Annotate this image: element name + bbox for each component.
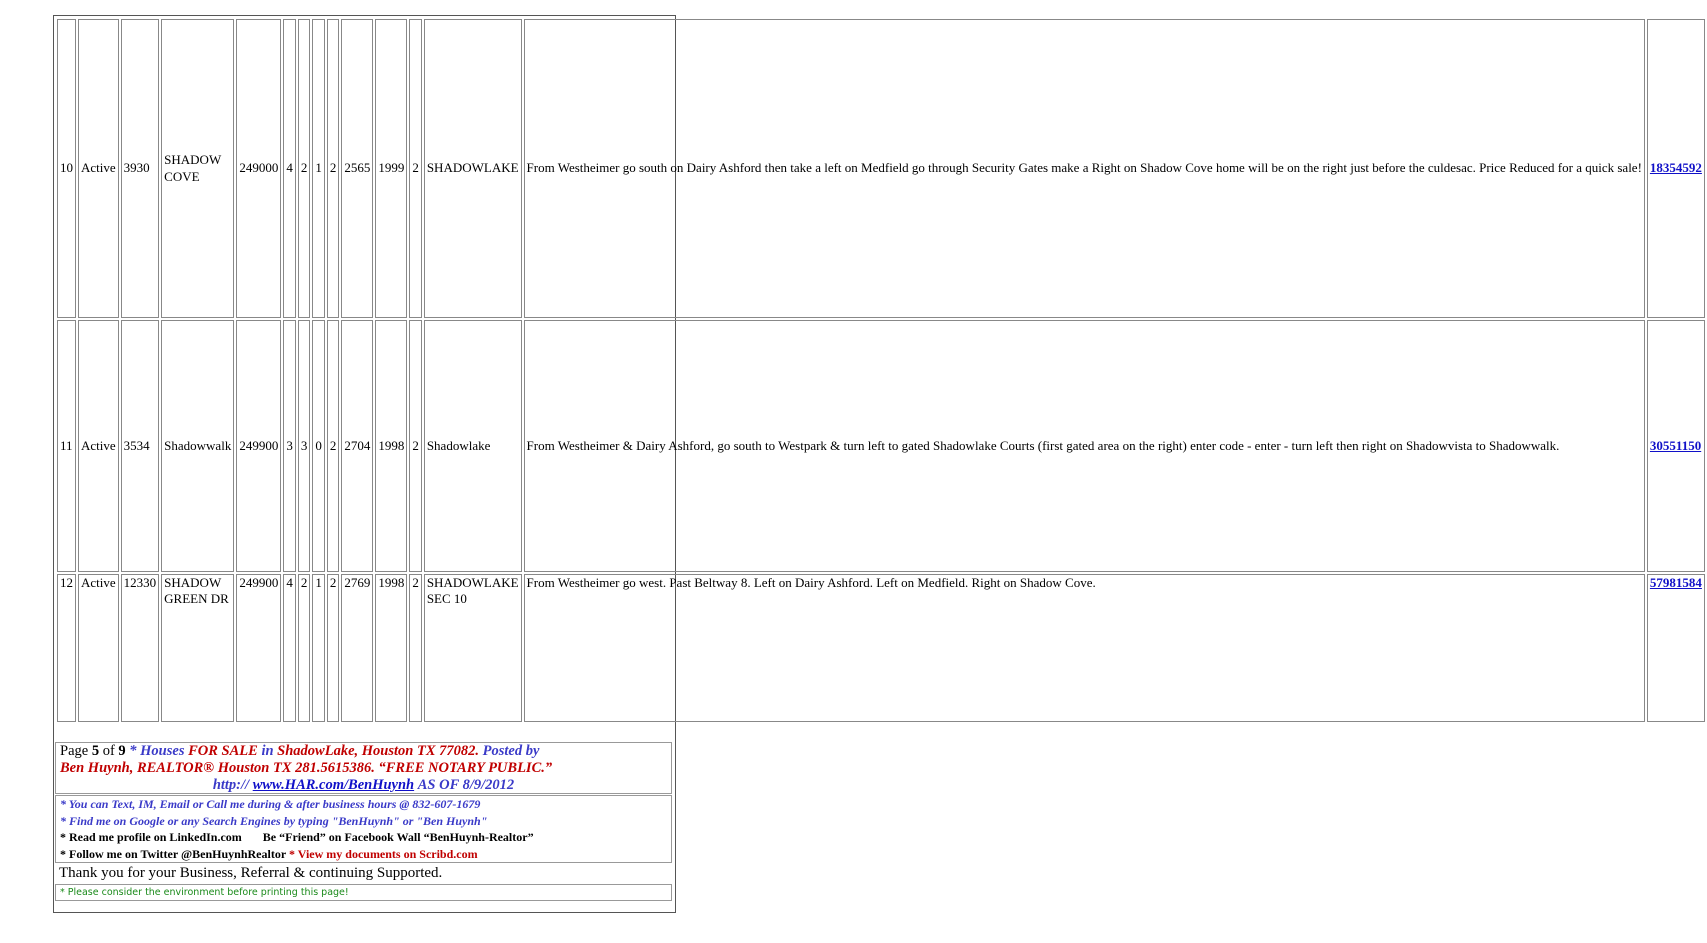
subdivision: Shadowlake xyxy=(424,320,522,572)
stories: 2 xyxy=(327,19,340,318)
social-line xyxy=(60,829,667,846)
footer-summary xyxy=(55,742,672,794)
url-prefix: http:// xyxy=(212,777,250,793)
square-feet: 2704 xyxy=(341,320,373,572)
square-feet: 2565 xyxy=(341,19,373,318)
listing-number: 11 xyxy=(57,320,76,572)
bedrooms: 4 xyxy=(283,19,296,318)
half-baths: 1 xyxy=(312,19,325,318)
directions: From Westheimer go west. Past Beltway 8. Left on Dairy Ashford. Left on Medfield. Right on Shadow Cove. xyxy=(524,574,1645,722)
thanks-line: Thank you for your Business, Referral & continuing Supported. xyxy=(59,865,443,881)
linkedin-text: * Read me profile on LinkedIn.com xyxy=(60,830,242,844)
posted-by-text: Posted by xyxy=(482,743,540,759)
environment-note: * Please consider the environment before printing this page! xyxy=(55,884,672,901)
full-baths: 3 xyxy=(298,320,311,572)
footer-line-1 xyxy=(60,743,667,760)
listing-number: 10 xyxy=(57,19,76,318)
twitter-line xyxy=(60,846,667,863)
contact-line: * You can Text, IM, Email or Call me during & after business hours @ 832-607-1679 xyxy=(60,797,481,811)
stories: 2 xyxy=(327,574,340,722)
listing-number: 12 xyxy=(57,574,76,722)
directions: From Westheimer go south on Dairy Ashford then take a left on Medfield go through Security Gates make a Right on Shadow Cove home will be on the right just before the culdesac. Price Reduced for a quick sale! xyxy=(524,19,1645,318)
list-price: 249900 xyxy=(236,574,281,722)
directions: From Westheimer & Dairy Ashford, go south to Westpark & turn left to gated Shadowlake Courts (first gated area on the right) enter code - enter - turn left then right on Shadowvista to Shadowwalk. xyxy=(524,320,1645,572)
as-of-date: AS OF 8/9/2012 xyxy=(417,777,515,793)
page-of: of xyxy=(102,743,115,759)
url-line xyxy=(60,777,667,794)
mls-number xyxy=(1647,574,1705,722)
google-line: * Find me on Google or any Search Engines by typing "BenHuynh" or "Ben Huynh" xyxy=(60,813,488,828)
mls-link[interactable]: 18354592 xyxy=(1649,160,1702,176)
bedrooms: 3 xyxy=(283,320,296,572)
houses-text: * Houses xyxy=(129,743,185,759)
subdivision: SHADOWLAKE xyxy=(424,19,522,318)
subdivision: SHADOWLAKE SEC 10 xyxy=(424,574,522,722)
garage: 2 xyxy=(409,19,422,318)
street-number: 3534 xyxy=(121,320,160,572)
garage: 2 xyxy=(409,574,422,722)
page-current: 5 xyxy=(91,743,100,759)
for-sale-text: FOR SALE xyxy=(188,743,258,759)
half-baths: 1 xyxy=(312,574,325,722)
scribd-text: * View my documents on Scribd.com xyxy=(288,846,478,861)
street-name: SHADOW COVE xyxy=(161,19,234,318)
table-row xyxy=(57,574,1705,722)
full-baths: 2 xyxy=(298,19,311,318)
list-price: 249000 xyxy=(236,19,281,318)
street-number: 3930 xyxy=(121,19,160,318)
in-text: in xyxy=(261,743,274,759)
stories: 2 xyxy=(327,320,340,572)
garage: 2 xyxy=(409,320,422,572)
list-price: 249900 xyxy=(236,320,281,572)
location-text: ShadowLake, Houston TX 77082. xyxy=(277,743,479,759)
listing-status: Active xyxy=(78,19,119,318)
year-built: 1998 xyxy=(375,574,407,722)
listing-status: Active xyxy=(78,574,119,722)
mls-number xyxy=(1647,320,1705,572)
har-link[interactable]: www.HAR.com/BenHuynh xyxy=(252,777,415,793)
listing-table xyxy=(55,17,1707,724)
square-feet: 2769 xyxy=(341,574,373,722)
twitter-text: * Follow me on Twitter @BenHuynhRealtor xyxy=(60,846,286,861)
street-name: Shadowwalk xyxy=(161,320,234,572)
realtor-line: Ben Huynh, REALTOR® Houston TX 281.5615386. “FREE NOTARY PUBLIC.” xyxy=(60,760,553,776)
full-baths: 2 xyxy=(298,574,311,722)
page-total: 9 xyxy=(118,743,126,759)
street-name: SHADOW GREEN DR xyxy=(161,574,234,722)
mls-number xyxy=(1647,19,1705,318)
table-row xyxy=(57,19,1705,318)
listing-status: Active xyxy=(78,320,119,572)
footer-contact xyxy=(55,795,672,863)
year-built: 1998 xyxy=(375,320,407,572)
mls-link[interactable]: 57981584 xyxy=(1649,575,1702,590)
page-label: Page xyxy=(60,743,89,759)
bedrooms: 4 xyxy=(283,574,296,722)
facebook-text: Be “Friend” on Facebook Wall “BenHuynh-Realtor” xyxy=(262,830,534,844)
year-built: 1999 xyxy=(375,19,407,318)
table-row xyxy=(57,320,1705,572)
mls-link[interactable]: 30551150 xyxy=(1649,437,1702,453)
street-number: 12330 xyxy=(121,574,160,722)
half-baths: 0 xyxy=(312,320,325,572)
